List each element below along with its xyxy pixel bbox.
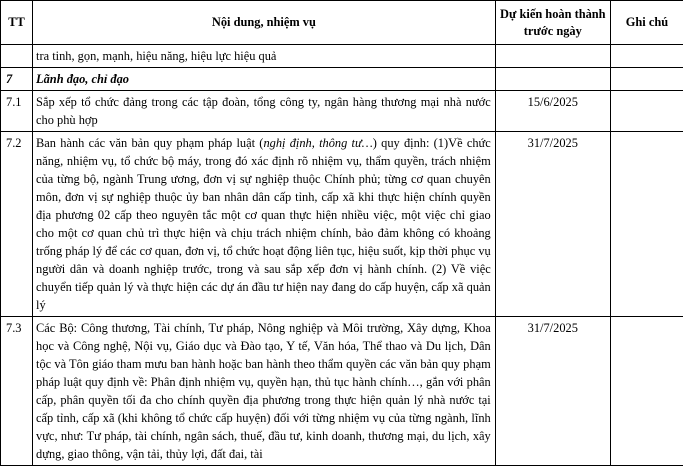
header-deadline: Dự kiến hoàn thành trước ngày (495, 1, 610, 45)
cell-note (610, 45, 683, 68)
header-row (1, 1, 683, 45)
row-num: 7.2 (1, 132, 33, 317)
row-content-a: Ban hành các văn bản quy phạm pháp luật ( (36, 136, 263, 150)
cell-deadline (495, 68, 610, 91)
cell-note (610, 68, 683, 91)
row-deadline: 15/6/2025 (495, 91, 610, 132)
header-note: Ghi chú (610, 1, 683, 45)
table-row (1, 45, 683, 68)
row-content (33, 132, 496, 317)
cell-num (1, 45, 33, 68)
row-content-italic: nghị định, thông tư… (263, 136, 372, 150)
row-content: Các Bộ: Công thương, Tài chính, Tư pháp, Nông nghiệp và Môi trường, Xây dựng, Khoa học và Công nghệ, Nội vụ, Giáo dục và Đào tạo, Y tế, Văn hóa, Thể thao và Du lịch, Dân tộc và Tôn giáo tham mưu ban hành hoặc ban hành theo thẩm quyền các văn bản quy phạm pháp luật quy định về: Phân định nhiệm vụ, quyền hạn, thủ tục hành chính…, gắn với phân cấp, phân quyền tối đa cho chính quyền địa phương trong thực hiện quản lý nhà nước tại cấp tỉnh, cấp xã (khi không tổ chức cấp huyện) đối với từng nhiệm vụ của từng ngành, lĩnh vực, như: Tư pháp, tài chính, ngân sách, thuế, đầu tư, kinh doanh, thương mại, du lịch, xây dựng, giao thông, vận tải, thủy lợi, đất đai, tài (33, 317, 496, 466)
section-row (1, 68, 683, 91)
row-content: Sắp xếp tổ chức đảng trong các tập đoàn, tổng công ty, ngân hàng thương mại nhà nước cho phù hợp (33, 91, 496, 132)
row-note (610, 317, 683, 466)
table-row (1, 317, 683, 466)
table-row (1, 132, 683, 317)
row-note (610, 132, 683, 317)
cell-deadline (495, 45, 610, 68)
section-title: Lãnh đạo, chỉ đạo (33, 68, 496, 91)
row-deadline: 31/7/2025 (495, 317, 610, 466)
table-row (1, 91, 683, 132)
header-content: Nội dung, nhiệm vụ (33, 1, 496, 45)
section-num: 7 (1, 68, 33, 91)
cell-content: tra tinh, gọn, mạnh, hiệu năng, hiệu lực hiệu quả (33, 45, 496, 68)
row-content-b: ) quy định: (1)Về chức năng, nhiệm vụ, tổ chức bộ máy, trong đó xác định rõ nhiệm vụ, thẩm quyền, trách nhiệm của từng bộ, ngành Trung ương, đơn vị sự nghiệp thuộc Chính phủ; từng cơ quan chuyên môn, đơn vị sự nghiệp thuộc ủy ban nhân dân cấp tỉnh, cấp xã khi thực hiện chính quyền địa phương 02 cấp theo nguyên tắc một cơ quan thực hiện nhiều việc, một việc chỉ giao cho một cơ quan chủ trì thực hiện và chịu trách nhiệm chính, bảo đảm không có khoảng trống pháp lý để các cơ quan, đơn vị, tổ chức hoạt động liên tục, hiệu suốt, kịp thời phục vụ người dân và doanh nghiệp trước, trong và sau sắp xếp đơn vị hành chính. (2) Về việc chuyển tiếp quản lý và thực hiện các dự án đầu tư hiện nay đang do cấp huyện, cấp xã quản lý (36, 136, 491, 312)
row-note (610, 91, 683, 132)
row-num: 7.3 (1, 317, 33, 466)
header-tt: TT (1, 1, 33, 45)
row-num: 7.1 (1, 91, 33, 132)
row-deadline: 31/7/2025 (495, 132, 610, 317)
